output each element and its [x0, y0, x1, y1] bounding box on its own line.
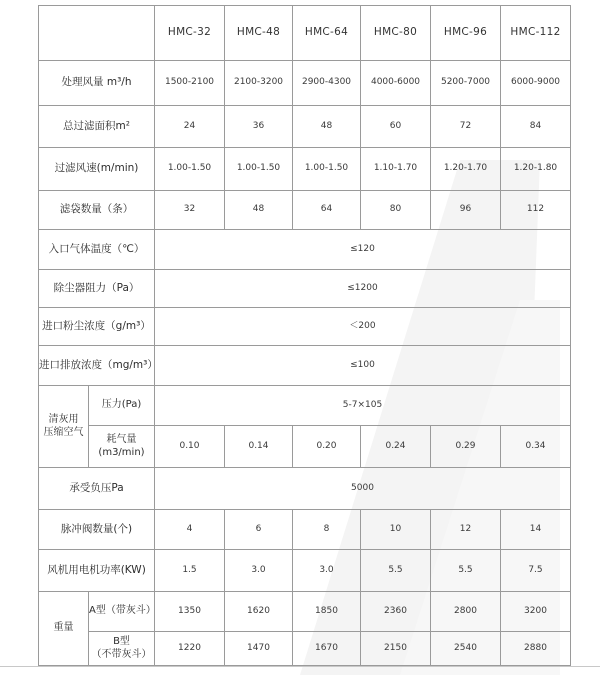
cell-value: 14 [501, 510, 571, 550]
cell-value: ≤1200 [155, 270, 571, 308]
cell-value: 5-7×105 [155, 386, 571, 426]
row-label: 过滤风速(m/min) [39, 148, 155, 191]
row-label: 入口气体温度（℃） [39, 230, 155, 270]
row-label: 脉冲阀数量(个) [39, 510, 155, 550]
cell-value: 48 [293, 106, 361, 148]
cell-value: 8 [293, 510, 361, 550]
cell-value: 1.00-1.50 [225, 148, 293, 191]
model-header: HMC-96 [431, 6, 501, 61]
cell-value: 10 [361, 510, 431, 550]
model-header: HMC-112 [501, 6, 571, 61]
row-filter-area [39, 106, 571, 148]
row-negative-pressure [39, 468, 571, 510]
cell-value: ＜200 [155, 308, 571, 346]
row-weight-a [39, 592, 571, 632]
model-header: HMC-32 [155, 6, 225, 61]
row-label: 进口排放浓度（mg/m³） [39, 346, 155, 386]
row-inlet-emission [39, 346, 571, 386]
cell-value: 2900-4300 [293, 61, 361, 106]
cell-value: 5000 [155, 468, 571, 510]
header-row [39, 6, 571, 61]
row-inlet-dust [39, 308, 571, 346]
cell-value: 1.10-1.70 [361, 148, 431, 191]
cell-value: 5200-7000 [431, 61, 501, 106]
cell-value: 6000-9000 [501, 61, 571, 106]
cell-value: 60 [361, 106, 431, 148]
row-label-line: B型 [113, 636, 130, 647]
cell-value: 2360 [361, 592, 431, 632]
cell-value: 0.10 [155, 426, 225, 468]
cell-value: ≤100 [155, 346, 571, 386]
cell-value: 3.0 [293, 550, 361, 592]
row-label: 进口粉尘浓度（g/m³） [39, 308, 155, 346]
cell-value: 1670 [293, 632, 361, 666]
cell-value: 1.5 [155, 550, 225, 592]
row-bag-count [39, 191, 571, 230]
cell-value: 4000-6000 [361, 61, 431, 106]
cell-value: 72 [431, 106, 501, 148]
group-label-weight: 重量 [39, 592, 89, 666]
model-header: HMC-64 [293, 6, 361, 61]
row-label: 总过滤面积m² [39, 106, 155, 148]
group-label-line: 清灰用 [48, 414, 79, 425]
cell-value: 1850 [293, 592, 361, 632]
row-resistance [39, 270, 571, 308]
cell-value: 112 [501, 191, 571, 230]
cell-value: 6 [225, 510, 293, 550]
cell-value: 80 [361, 191, 431, 230]
cell-value: 2150 [361, 632, 431, 666]
row-label: 除尘器阻力（Pa） [39, 270, 155, 308]
row-label [89, 632, 155, 666]
row-label [89, 426, 155, 468]
cell-value: 1.00-1.50 [155, 148, 225, 191]
row-label: 处理风量 m³/h [39, 61, 155, 106]
cell-value: 48 [225, 191, 293, 230]
cell-value: 1220 [155, 632, 225, 666]
cell-value: 0.34 [501, 426, 571, 468]
row-label: A型（带灰斗） [89, 592, 155, 632]
row-air-volume [39, 61, 571, 106]
cell-value: 7.5 [501, 550, 571, 592]
cell-value: 84 [501, 106, 571, 148]
cell-value: 32 [155, 191, 225, 230]
cell-value: 0.20 [293, 426, 361, 468]
cell-value: 4 [155, 510, 225, 550]
cell-value: 1.00-1.50 [293, 148, 361, 191]
cell-value: 3200 [501, 592, 571, 632]
row-inlet-temp [39, 230, 571, 270]
row-filter-speed [39, 148, 571, 191]
cell-value: ≤120 [155, 230, 571, 270]
spec-table [38, 5, 571, 666]
group-label-compressed-air [39, 386, 89, 468]
corner-cell [39, 6, 155, 61]
group-label-line: 压缩空气 [43, 426, 84, 438]
model-header: HMC-80 [361, 6, 431, 61]
cell-value: 12 [431, 510, 501, 550]
row-label-line: 耗气量 [106, 434, 137, 445]
cell-value: 1620 [225, 592, 293, 632]
cell-value: 3.0 [225, 550, 293, 592]
bottom-divider [0, 666, 600, 667]
row-air-consumption [39, 426, 571, 468]
cell-value: 24 [155, 106, 225, 148]
cell-value: 5.5 [431, 550, 501, 592]
cell-value: 1500-2100 [155, 61, 225, 106]
row-label: 承受负压Pa [39, 468, 155, 510]
cell-value: 0.24 [361, 426, 431, 468]
row-air-pressure [39, 386, 571, 426]
row-pulse-valves [39, 510, 571, 550]
cell-value: 2540 [431, 632, 501, 666]
cell-value: 1470 [225, 632, 293, 666]
row-weight-b [39, 632, 571, 666]
cell-value: 1.20-1.80 [501, 148, 571, 191]
cell-value: 2100-3200 [225, 61, 293, 106]
row-label-line: （不带灰斗） [91, 648, 152, 660]
row-fan-power [39, 550, 571, 592]
cell-value: 0.29 [431, 426, 501, 468]
cell-value: 36 [225, 106, 293, 148]
cell-value: 5.5 [361, 550, 431, 592]
model-header: HMC-48 [225, 6, 293, 61]
row-label: 风机用电机功率(KW) [39, 550, 155, 592]
cell-value: 1.20-1.70 [431, 148, 501, 191]
cell-value: 2880 [501, 632, 571, 666]
cell-value: 0.14 [225, 426, 293, 468]
row-label-line: (m3/min) [98, 446, 145, 458]
cell-value: 96 [431, 191, 501, 230]
row-label: 压力(Pa) [89, 386, 155, 426]
cell-value: 1350 [155, 592, 225, 632]
cell-value: 2800 [431, 592, 501, 632]
cell-value: 64 [293, 191, 361, 230]
row-label: 滤袋数量（条） [39, 191, 155, 230]
